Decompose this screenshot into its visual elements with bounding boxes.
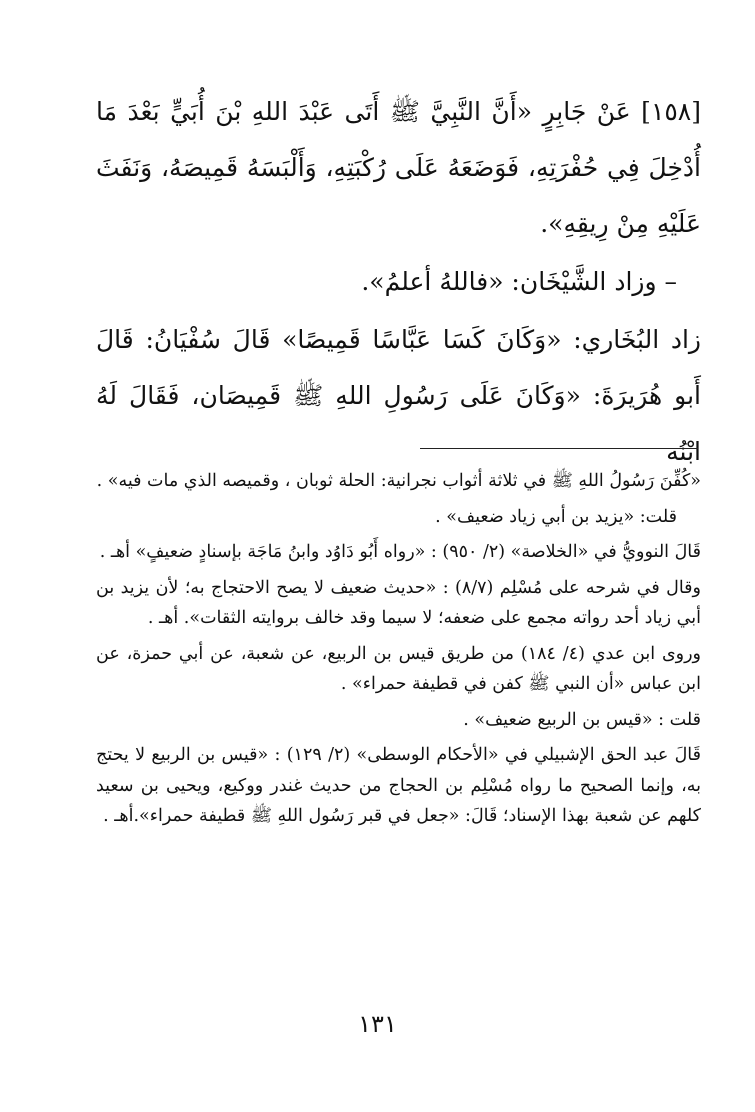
footnote-line: وروى ابن عدي (٤/ ١٨٤) من طريق قيس بن الربيع، عن شعبة، عن أبي حمزة، عن ابن عباس «أن النبي ﷺ كفن في قطيفة حمراء» . [96, 643, 702, 694]
footnote-line: قلت : «قيس بن الربيع ضعيف» . [463, 709, 701, 730]
footnote-line: قَالَ عبد الحق الإشبيلي في «الأحكام الوسطى» (٢/ ١٢٩) : «قيس بن الربيع لا يحتج به، وإنما الصحيح ما رواه مُسْلِم بن الحجاج من حديث غندر ووكيع، ويحيى بن سعيد كلهم عن شعبة بهذا الإسناد؛ قَالَ: «جعل في قبر رَسُول اللهِ ﷺ قطيفة حمراء».أهـ . [96, 745, 701, 826]
addition-shaykhan: – وزاد الشَّيْخَان: «فاللهُ أعلمُ». [361, 267, 677, 296]
addition-bukhari: زاد البُخَاري: «وَكَانَ كَسَا عَبَّاسًا قَمِيصًا» قَالَ سُفْيَانُ: قَالَ أَبو هُرَيرَةَ: «وَكَانَ عَلَى رَسُولِ اللهِ ﷺ قَمِيصَان، فَقَالَ لَهُ ابْنُه [96, 325, 701, 466]
page-number: ١٣١ [358, 1010, 397, 1038]
footnotes-block [96, 466, 701, 837]
footnote-line: قلت: «يزيد بن أبي زياد ضعيف» . [435, 506, 677, 527]
main-text-block [96, 84, 701, 480]
hadith-paragraph: [١٥٨] عَنْ جَابِرٍ «أَنَّ النَّبِيَّ ﷺ أَتَى عَبْدَ اللهِ بْنَ أُبَيٍّ بَعْدَ مَا أُدْخِلَ فِي حُفْرَتِهِ، فَوَضَعَهُ عَلَى رُكْبَتِهِ، وَأَلْبَسَهُ قَمِيصَهُ، وَنَفَثَ عَلَيْهِ مِنْ رِيقِهِ». [96, 97, 701, 238]
footnote-line: «كُفِّنَ رَسُولُ اللهِ ﷺ في ثلاثة أثواب نجرانية: الحلة ثوبان ، وقميصه الذي مات فيه» . [96, 471, 701, 491]
footnote-line: وقال في شرحه على مُسْلِم (٨/٧) : «حديث ضعيف لا يصح الاحتجاج به؛ لأن يزيد بن أبي زياد أحد رواته مجمع على ضعفه؛ لا سيما وقد خالف بروايته الثقات». أهـ . [96, 577, 701, 628]
footnote-line: قَالَ النوويُّ في «الخلاصة» (٢/ ٩٥٠) : «رواه أَبُو دَاوُد وابنُ مَاجَة بإسنادٍ ضعيفٍ» أهـ . [99, 542, 701, 562]
footnote-divider [420, 448, 698, 449]
